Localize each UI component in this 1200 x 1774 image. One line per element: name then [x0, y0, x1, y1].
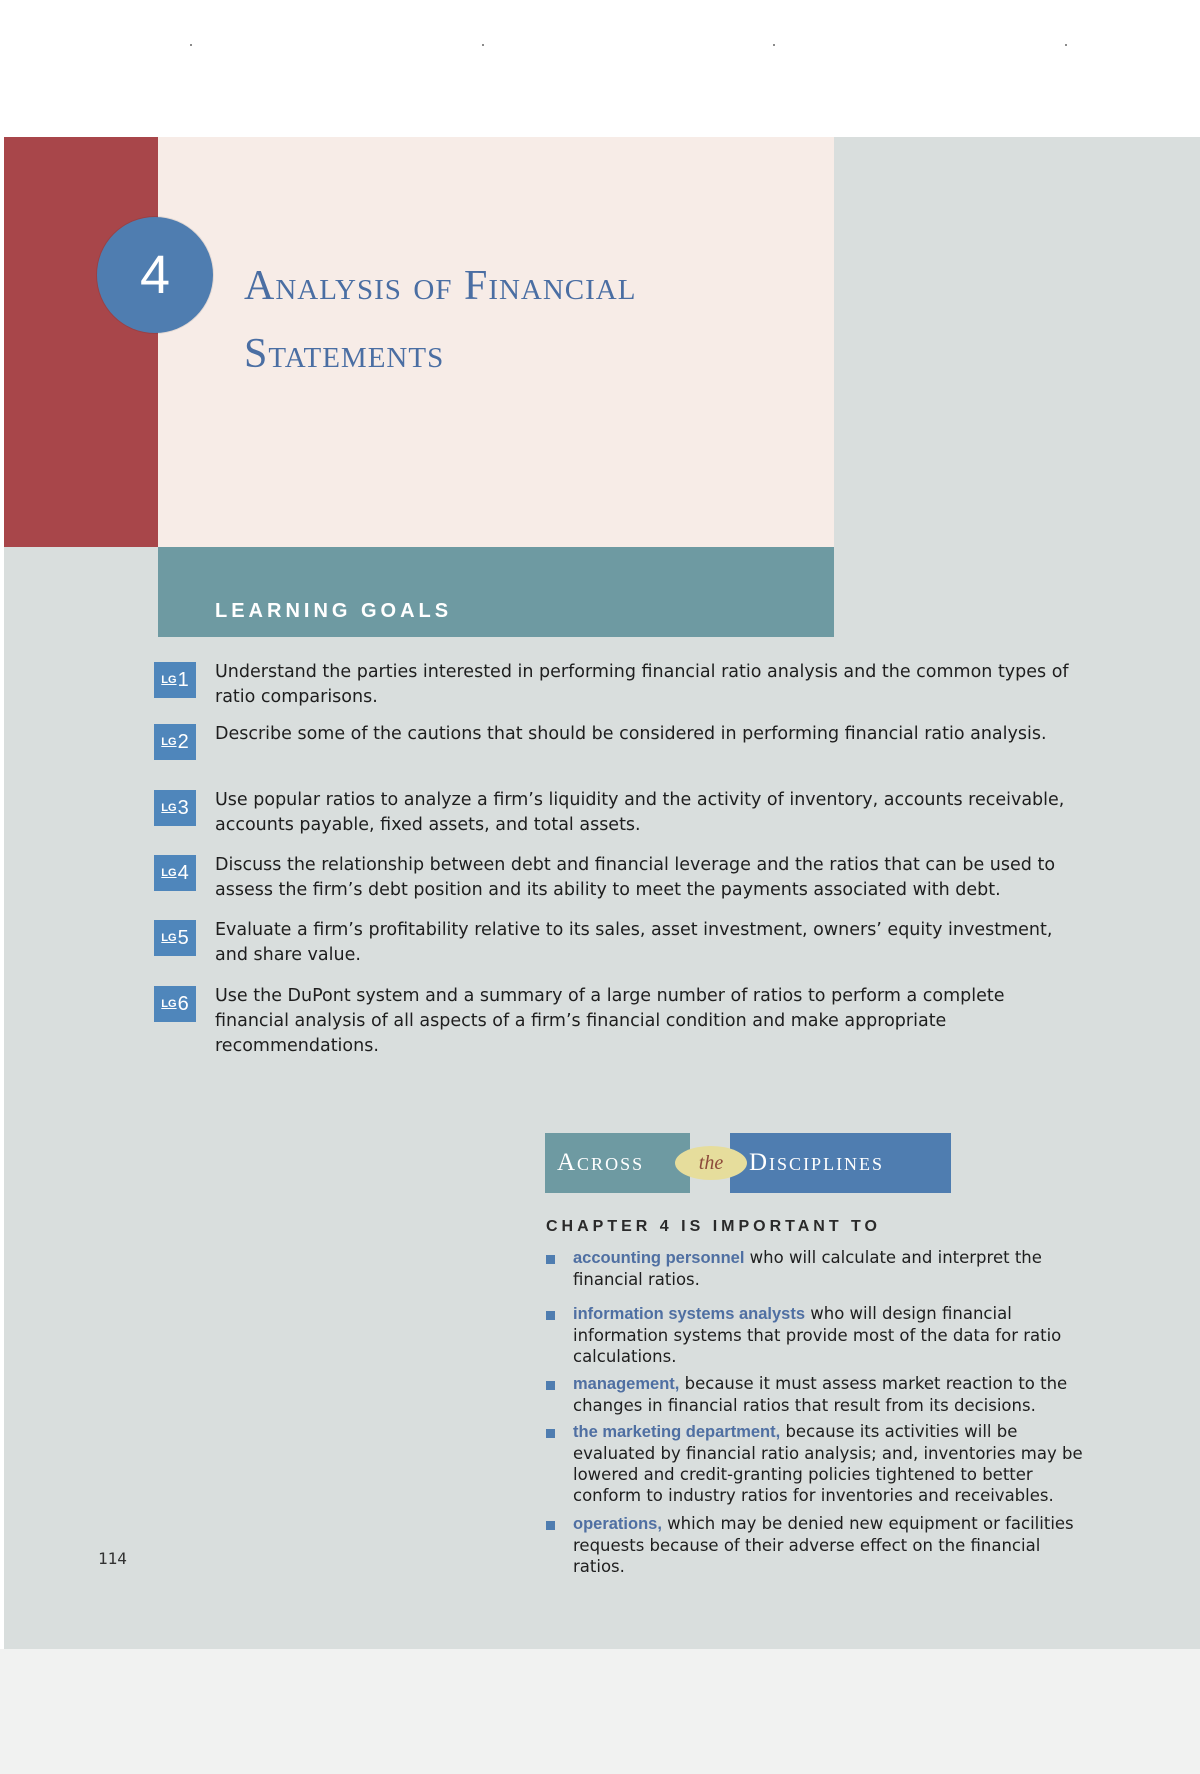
banner-word-across: Across [557, 1149, 645, 1176]
learning-goal-badge-number: 1 [177, 669, 189, 691]
bullet-text: because its activities will be evaluated by financial ratio analysis; and, inventories may be lowered and credit-granting policies tightened to better conform to industry ratios for inventories and receivables. [573, 1422, 1083, 1505]
bullet-text: who will design financial information systems that provide most of the data for ratio calculations. [573, 1304, 1062, 1366]
bullet-term: management, [573, 1375, 680, 1393]
chapter-number-badge [97, 217, 213, 333]
banner-word-the: the [675, 1146, 747, 1180]
chapter-title-line-1: Analysis of Financial [244, 263, 637, 309]
learning-goal-badge-prefix: LG [161, 674, 177, 686]
bullet-square-icon [546, 1255, 555, 1264]
learning-goal-badge-number: 5 [177, 927, 189, 949]
bullet-square-icon [546, 1381, 555, 1390]
important-to-heading: CHAPTER 4 IS IMPORTANT TO [546, 1218, 881, 1235]
bullet-square-icon [546, 1521, 555, 1530]
scan-margin [0, 1649, 1200, 1774]
chapter-title-line-2: Statements [244, 331, 445, 377]
learning-goal-badge-prefix: LG [161, 802, 177, 814]
bullet-term: accounting personnel [573, 1249, 745, 1267]
learning-goal-badge [154, 724, 196, 760]
learning-goal-badge-prefix: LG [161, 867, 177, 879]
learning-goal-badge-prefix: LG [161, 998, 177, 1010]
learning-goal-badge [154, 986, 196, 1022]
learning-goals-heading: LEARNING GOALS [215, 600, 453, 622]
bullet-term: operations, [573, 1515, 662, 1533]
banner-word-disciplines: Disciplines [749, 1149, 885, 1176]
chapter-number: 4 [139, 245, 171, 305]
bullet-text: which may be denied new equipment or facilities requests because of their adverse effect on the financial ratios. [573, 1514, 1074, 1576]
scan-dots [0, 44, 1200, 48]
chapter-red-band [4, 137, 158, 547]
learning-goal-badge [154, 790, 196, 826]
bullet-square-icon [546, 1311, 555, 1320]
bullet-term: information systems analysts [573, 1305, 805, 1323]
page-number: 114 [98, 1549, 127, 1568]
learning-goal-text: Evaluate a firm’s profitability relative to its sales, asset investment, owners’ equity investment, and share value. [215, 920, 1053, 965]
learning-goal-text: Use popular ratios to analyze a firm’s liquidity and the activity of inventory, accounts receivable, accounts payable, fixed assets, and total assets. [215, 790, 1065, 835]
learning-goal-badge-prefix: LG [161, 736, 177, 748]
learning-goals-bar [158, 547, 834, 637]
across-the-disciplines-banner [545, 1133, 951, 1193]
learning-goal-text: Discuss the relationship between debt and financial leverage and the ratios that can be used to assess the firm’s debt position and its ability to meet the payments associated with debt. [215, 855, 1056, 900]
learning-goal-badge-number: 4 [177, 862, 189, 884]
learning-goal-badge-prefix: LG [161, 932, 177, 944]
learning-goal-badge-number: 2 [177, 731, 189, 753]
learning-goal-badge [154, 662, 196, 698]
bullet-text: because it must assess market reaction to the changes in financial ratios that result from its decisions. [573, 1374, 1068, 1415]
learning-goal-badge [154, 855, 196, 891]
learning-goal-text: Understand the parties interested in performing financial ratio analysis and the common types of ratio comparisons. [215, 662, 1069, 707]
learning-goal-badge [154, 920, 196, 956]
learning-goal-badge-number: 6 [177, 993, 189, 1015]
bullet-text: who will calculate and interpret the financial ratios. [573, 1248, 1042, 1289]
bullet-square-icon [546, 1429, 555, 1438]
learning-goal-text: Describe some of the cautions that should be considered in performing financial ratio analysis. [215, 724, 1047, 744]
bullet-term: the marketing department, [573, 1423, 781, 1441]
learning-goal-badge-number: 3 [177, 797, 189, 819]
learning-goal-text: Use the DuPont system and a summary of a large number of ratios to perform a complete financial analysis of all aspects of a firm’s financial condition and make appropriate recommendations. [215, 986, 1005, 1056]
chapter-title [244, 252, 834, 388]
